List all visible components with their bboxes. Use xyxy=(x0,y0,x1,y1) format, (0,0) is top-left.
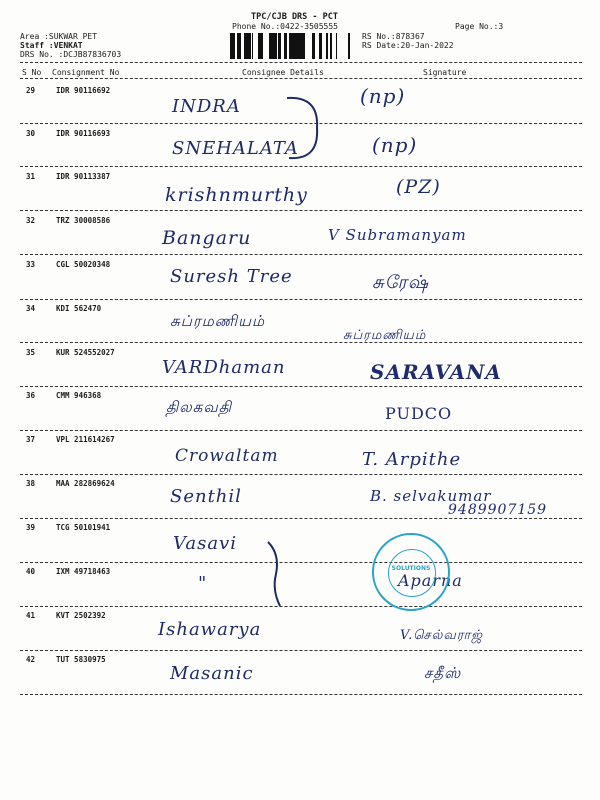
consignee-handwriting: INDRA xyxy=(172,96,241,117)
consignee-handwriting: Bangaru xyxy=(162,227,252,249)
barcode-image xyxy=(230,33,354,59)
barcode-bar xyxy=(297,33,298,59)
row-sno: 38 xyxy=(26,479,36,488)
row-divider xyxy=(20,518,582,519)
row-sno: 40 xyxy=(26,567,36,576)
barcode-bar xyxy=(303,33,305,59)
staff-label: Staff :VENKAT xyxy=(20,41,83,50)
row-sno: 31 xyxy=(26,172,36,181)
barcode-bar xyxy=(234,33,235,59)
barcode-bar xyxy=(331,33,332,59)
phone-number: Phone No.:0422-3505555 xyxy=(232,22,338,31)
consignee-handwriting: Ishawarya xyxy=(158,619,262,640)
consignee-handwriting: krishnmurthy xyxy=(165,184,308,206)
row-consignment: VPL 211614267 xyxy=(56,435,115,444)
column-signature: Signature xyxy=(423,68,467,77)
row-divider xyxy=(20,562,582,563)
consignee-handwriting: VARDhaman xyxy=(162,357,286,378)
barcode-bar xyxy=(319,33,322,59)
brace-mark xyxy=(262,540,286,610)
barcode-bar xyxy=(289,33,291,59)
row-sno: 34 xyxy=(26,304,36,313)
row-consignment: TUT 5830975 xyxy=(56,655,106,664)
consignee-handwriting: Suresh Tree xyxy=(170,266,293,287)
row-divider xyxy=(20,430,582,431)
barcode-bar xyxy=(348,33,350,59)
column-divider xyxy=(20,78,582,79)
row-consignment: IDR 90113387 xyxy=(56,172,111,181)
document-title: TPC/CJB DRS - PCT xyxy=(251,12,338,22)
row-divider xyxy=(20,474,582,475)
barcode-bar xyxy=(326,33,328,59)
barcode-bar xyxy=(294,33,297,59)
row-consignment: KUR 524552027 xyxy=(56,348,115,357)
consignee-handwriting: Crowaltam xyxy=(175,446,279,466)
column-consignee: Consignee Details xyxy=(242,68,324,77)
signature-handwriting: சதீஸ் xyxy=(424,664,462,682)
row-divider xyxy=(20,694,582,695)
consignee-handwriting: Masanic xyxy=(170,663,254,684)
row-sno: 37 xyxy=(26,435,36,444)
stamp-inner-ring xyxy=(388,549,436,597)
consignee-handwriting: " xyxy=(198,573,208,594)
barcode-bar xyxy=(244,33,246,59)
barcode-bar xyxy=(261,33,263,59)
barcode-bar xyxy=(230,33,232,59)
bracket-mark xyxy=(285,94,325,164)
company-stamp xyxy=(372,533,450,611)
barcode-bar xyxy=(249,33,251,59)
consignee-handwriting: Vasavi xyxy=(173,533,237,554)
barcode-bar xyxy=(291,33,294,59)
row-sno: 30 xyxy=(26,129,36,138)
row-sno: 33 xyxy=(26,260,36,269)
stamp-text: SOLUTIONS xyxy=(391,565,431,572)
row-sno: 35 xyxy=(26,348,36,357)
barcode-bar xyxy=(274,33,277,59)
signature-handwriting: (PZ) xyxy=(396,176,441,198)
barcode-bar xyxy=(271,33,274,59)
signature-handwriting: V.செல்வராஜ் xyxy=(400,628,484,643)
rs-number: RS No.:878367 xyxy=(362,32,425,41)
barcode-bar xyxy=(330,33,331,59)
signature-handwriting: B. selvakumar xyxy=(370,487,492,505)
row-consignment: KVT 2502392 xyxy=(56,611,106,620)
barcode-bar xyxy=(301,33,303,59)
barcode-bar xyxy=(336,33,337,59)
barcode-bar xyxy=(260,33,261,59)
row-divider xyxy=(20,254,582,255)
row-sno: 39 xyxy=(26,523,36,532)
consignee-handwriting: சுப்ரமணியம் xyxy=(170,312,266,330)
signature-handwriting: PUDCO xyxy=(385,404,453,423)
row-consignment: IDR 90116693 xyxy=(56,129,111,138)
barcode-bar xyxy=(258,33,260,59)
consignee-handwriting: SNEHALATA xyxy=(172,138,299,159)
row-sno: 32 xyxy=(26,216,36,225)
row-sno: 42 xyxy=(26,655,36,664)
barcode-bar xyxy=(284,33,287,59)
phone-note-handwriting: 9489907159 xyxy=(448,502,548,518)
row-divider xyxy=(20,650,582,651)
row-sno: 29 xyxy=(26,86,36,95)
consignee-handwriting: திலகவதி xyxy=(166,398,232,416)
barcode-bar xyxy=(232,33,234,59)
row-consignment: IDR 90116692 xyxy=(56,86,111,95)
row-consignment: CGL 50020348 xyxy=(56,260,111,269)
row-divider xyxy=(20,342,582,343)
row-sno: 36 xyxy=(26,391,36,400)
drs-number: DRS No. :DCJB87836703 xyxy=(20,50,122,59)
barcode-bar xyxy=(298,33,301,59)
signature-handwriting: சுப்ரமணியம் xyxy=(343,328,427,343)
row-consignment: KDI 562470 xyxy=(56,304,102,313)
row-divider xyxy=(20,606,582,607)
column-sno: S No xyxy=(22,68,42,77)
signature-handwriting: (np) xyxy=(372,133,418,157)
barcode-bar xyxy=(252,33,253,59)
barcode-bar xyxy=(240,33,241,59)
signature-handwriting: சுரேஷ் xyxy=(372,272,429,293)
signature-handwriting: SARAVANA xyxy=(370,360,502,384)
barcode-bar xyxy=(237,33,240,59)
row-consignment: TRZ 30008586 xyxy=(56,216,111,225)
barcode-bar xyxy=(269,33,271,59)
page-number: Page No.:3 xyxy=(455,22,504,31)
barcode-bar xyxy=(278,33,281,59)
row-divider xyxy=(20,166,582,167)
row-consignment: CMM 946368 xyxy=(56,391,102,400)
rs-date: RS Date:20-Jan-2022 xyxy=(362,41,454,50)
row-consignment: TCG 50101941 xyxy=(56,523,111,532)
signature-handwriting: V Subramanyam xyxy=(328,226,467,244)
row-sno: 41 xyxy=(26,611,36,620)
row-divider xyxy=(20,210,582,211)
signature-handwriting: Aparna xyxy=(398,571,463,590)
area-label: Area :SUKWAR PET xyxy=(20,32,98,41)
row-divider xyxy=(20,299,582,300)
row-divider xyxy=(20,386,582,387)
header-divider xyxy=(20,62,582,63)
barcode-bar xyxy=(246,33,249,59)
barcode-bar xyxy=(312,33,315,59)
column-consignment: Consignment No xyxy=(52,68,120,77)
consignee-handwriting: Senthil xyxy=(170,486,242,507)
signature-handwriting: T. Arpithe xyxy=(362,449,462,470)
row-consignment: IXM 49718463 xyxy=(56,567,111,576)
signature-handwriting: (np) xyxy=(360,84,406,108)
row-consignment: MAA 282869624 xyxy=(56,479,115,488)
